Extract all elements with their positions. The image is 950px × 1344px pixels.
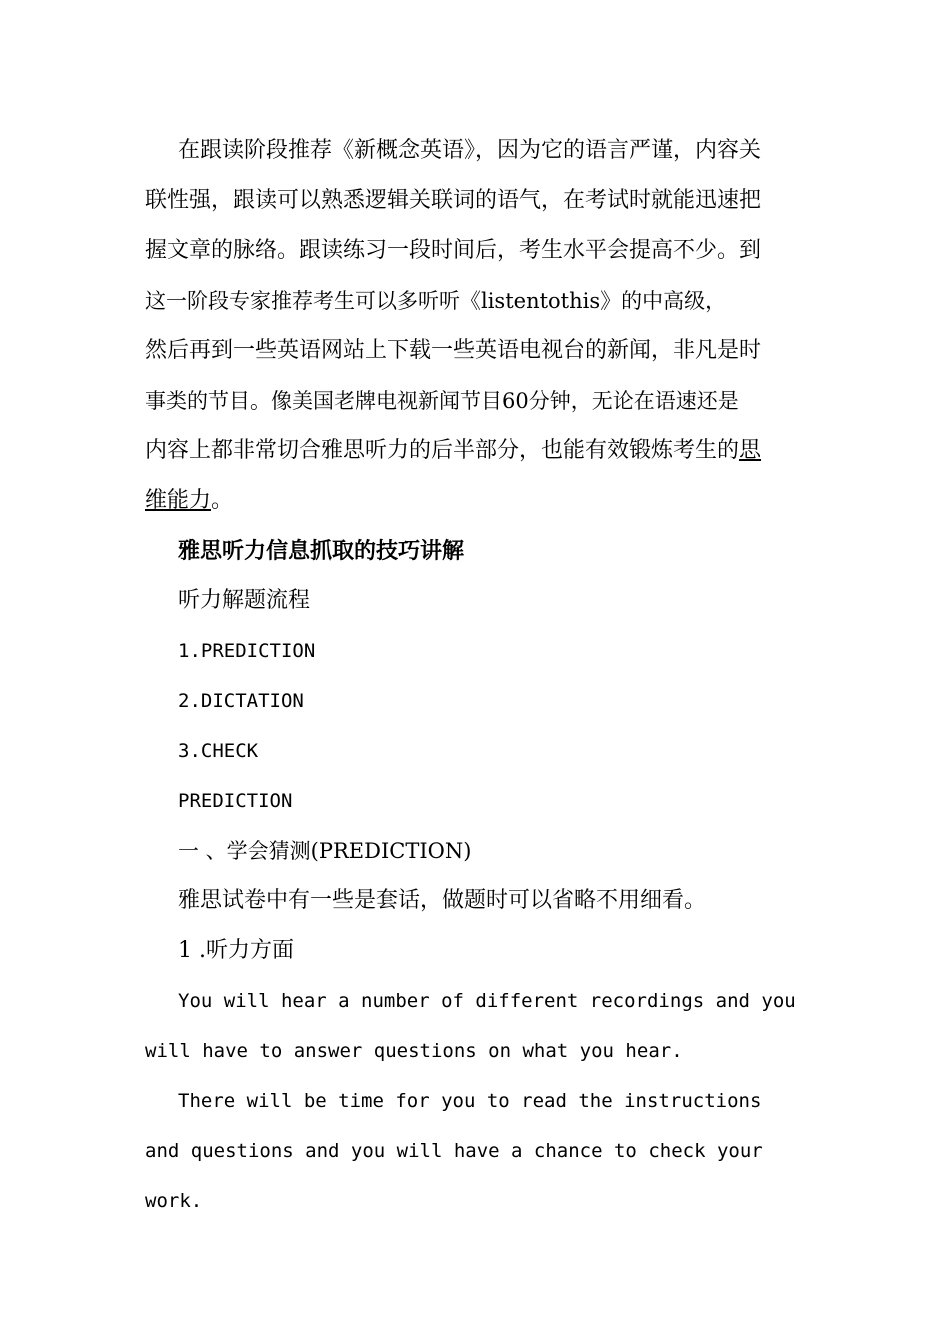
subsection-title: 1 .听力方面 (178, 938, 294, 963)
paragraph-text: 内容上都非常切合雅思听力的后半部分，也能有效锻炼考生的 (145, 438, 740, 463)
section-one-title: 一 、学会猜测(PREDICTION) (178, 839, 472, 863)
paragraph-line: 事类的节目。像美国老牌电视新闻节目60分钟，无论在语速还是 (145, 389, 739, 413)
thinking-ability-link[interactable]: 维能力 (145, 488, 212, 513)
thinking-ability-link[interactable]: 思 (739, 438, 762, 463)
step-item: 2.DICTATION (178, 690, 304, 712)
paragraph-line (145, 436, 761, 466)
process-title: 听力解题流程 (178, 588, 311, 613)
paragraph-line: 然后再到一些英语网站上下载一些英语电视台的新闻，非凡是时 (145, 338, 762, 363)
paragraph-line: 联性强，跟读可以熟悉逻辑关联词的语气，在考试时就能迅速把 (145, 188, 762, 213)
paragraph-text: 。 (211, 488, 234, 513)
note-text: 雅思试卷中有一些是套话，做题时可以省略不用细看。 (178, 888, 707, 913)
english-line: work. (145, 1190, 203, 1212)
paragraph-line: 在跟读阶段推荐《新概念英语》，因为它的语言严谨，内容关 (178, 138, 762, 163)
step-item: 1.PREDICTION (178, 640, 316, 662)
paragraph-line (145, 486, 233, 516)
section-heading: 雅思听力信息抓取的技巧讲解 (178, 538, 465, 564)
english-line: You will hear a number of different recordings and you (178, 990, 796, 1012)
english-line: and questions and you will have a chance to check your (145, 1140, 763, 1162)
english-line: will have to answer questions on what you hear. (145, 1040, 683, 1062)
english-line: There will be time for you to read the instructions (178, 1090, 762, 1112)
section-label: PREDICTION (178, 790, 293, 812)
paragraph-line: 这一阶段专家推荐考生可以多听听《listentothis》的中高级， (145, 289, 727, 313)
step-item: 3.CHECK (178, 740, 259, 762)
paragraph-line: 握文章的脉络。跟读练习一段时间后，考生水平会提高不少。到 (145, 238, 762, 263)
